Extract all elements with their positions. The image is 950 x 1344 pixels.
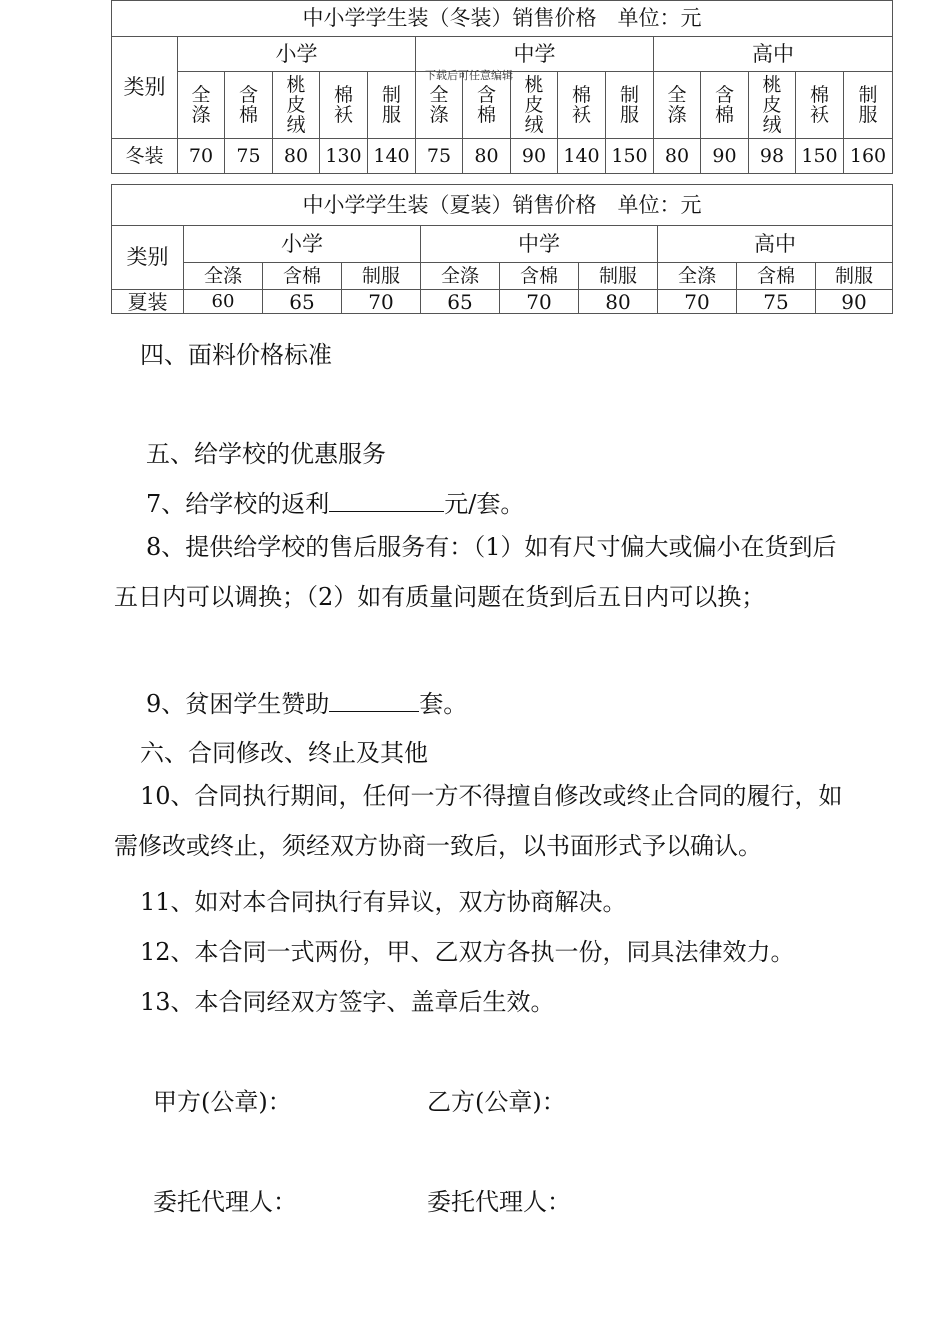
summer-category-header: 类别	[112, 226, 184, 290]
summer-row-label: 夏装	[112, 290, 184, 314]
summer-item-header: 全涤	[421, 263, 500, 290]
winter-item-header: 含棉	[463, 72, 511, 139]
summer-item-header: 制服	[816, 263, 893, 290]
winter-item-header: 桃皮绒	[273, 72, 320, 139]
winter-price-cell: 80	[463, 139, 511, 174]
clause-12: 12、本合同一式两份，甲、乙双方各执一份，同具法律效力。	[140, 938, 795, 966]
summer-item-header: 含棉	[737, 263, 816, 290]
section-5-heading: 五、给学校的优惠服务	[146, 440, 386, 468]
summer-item-header: 含棉	[263, 263, 342, 290]
winter-price-cell: 98	[749, 139, 796, 174]
winter-price-cell: 80	[654, 139, 701, 174]
summer-item-header: 制服	[342, 263, 421, 290]
winter-item-header: 桃皮绒	[749, 72, 796, 139]
winter-price-cell: 130	[320, 139, 368, 174]
winter-item-header: 棉袄	[796, 72, 844, 139]
clause-13: 13、本合同经双方签字、盖章后生效。	[140, 988, 555, 1016]
winter-price-cell: 90	[511, 139, 558, 174]
sponsorship-blank[interactable]	[329, 687, 419, 712]
clause-9-unit: 套。	[419, 690, 468, 718]
winter-item-header: 全涤	[654, 72, 701, 139]
winter-price-table	[111, 0, 893, 174]
party-a-seal-label: 甲方(公章)：	[153, 1088, 292, 1116]
summer-price-cell: 70	[342, 290, 421, 314]
summer-stage-primary: 小学	[184, 226, 421, 263]
summer-item-header: 含棉	[500, 263, 579, 290]
winter-row-label: 冬装	[112, 139, 178, 174]
summer-price-cell: 70	[658, 290, 737, 314]
clause-7	[146, 484, 524, 519]
winter-stage-high: 高中	[654, 37, 893, 72]
winter-price-cell: 140	[368, 139, 416, 174]
winter-price-cell: 70	[178, 139, 225, 174]
clause-9-text: 9、贫困学生赞助	[146, 690, 330, 718]
winter-stage-middle: 中学	[416, 37, 654, 72]
winter-price-cell: 75	[416, 139, 463, 174]
summer-price-cell: 90	[816, 290, 893, 314]
party-b-agent-label: 委托代理人：	[427, 1188, 571, 1216]
summer-price-cell: 65	[263, 290, 342, 314]
winter-price-cell: 80	[273, 139, 320, 174]
winter-item-header: 棉袄	[320, 72, 368, 139]
clause-7-unit: 元/套。	[444, 490, 525, 518]
winter-price-cell: 90	[701, 139, 749, 174]
summer-price-cell: 70	[500, 290, 579, 314]
winter-price-cell: 140	[558, 139, 606, 174]
winter-item-header: 棉袄	[558, 72, 606, 139]
winter-stage-primary: 小学	[178, 37, 416, 72]
winter-item-header: 全涤	[416, 72, 463, 139]
summer-price-cell: 75	[737, 290, 816, 314]
winter-item-header: 制服	[368, 72, 416, 139]
summer-price-table	[111, 184, 893, 314]
summer-item-header: 制服	[579, 263, 658, 290]
winter-item-header: 含棉	[701, 72, 749, 139]
winter-price-cell: 150	[606, 139, 654, 174]
winter-category-header: 类别	[112, 37, 178, 139]
summer-price-cell: 65	[421, 290, 500, 314]
summer-item-header: 全涤	[658, 263, 737, 290]
clause-7-text: 7、给学校的返利	[146, 490, 330, 518]
winter-item-header: 桃皮绒	[511, 72, 558, 139]
winter-table-title: 中小学学生装（冬装）销售价格 单位：元	[112, 1, 893, 37]
winter-price-cell: 75	[225, 139, 273, 174]
party-b-seal-label: 乙方(公章)：	[427, 1088, 566, 1116]
summer-stage-high: 高中	[658, 226, 893, 263]
section-4-heading: 四、面料价格标准	[140, 341, 332, 369]
party-a-agent-label: 委托代理人：	[153, 1188, 297, 1216]
clause-10: 10、合同执行期间，任何一方不得擅自修改或终止合同的履行，如需修改或终止，须经双方协商一致后，以书面形式予以确认。	[114, 782, 843, 860]
clause-8: 8、提供给学校的售后服务有：（1）如有尺寸偏大或偏小在货到后五日内可以调换；（2）如有质量问题在货到后五日内可以换；	[114, 533, 837, 611]
download-edit-note: 下载后可任意编辑	[425, 69, 513, 82]
rebate-blank[interactable]	[329, 487, 444, 512]
clause-11: 11、如对本合同执行有异议，双方协商解决。	[140, 888, 627, 916]
summer-table-title: 中小学学生装（夏装）销售价格 单位：元	[112, 185, 893, 226]
winter-item-header: 制服	[844, 72, 893, 139]
winter-item-header: 含棉	[225, 72, 273, 139]
summer-stage-middle: 中学	[421, 226, 658, 263]
summer-item-header: 全涤	[184, 263, 263, 290]
winter-item-header: 制服	[606, 72, 654, 139]
winter-price-cell: 160	[844, 139, 893, 174]
summer-price-cell: 60	[184, 290, 263, 314]
clause-9	[146, 684, 467, 719]
section-6-heading: 六、合同修改、终止及其他	[140, 739, 428, 767]
summer-price-cell: 80	[579, 290, 658, 314]
winter-price-cell: 150	[796, 139, 844, 174]
winter-item-header: 全涤	[178, 72, 225, 139]
